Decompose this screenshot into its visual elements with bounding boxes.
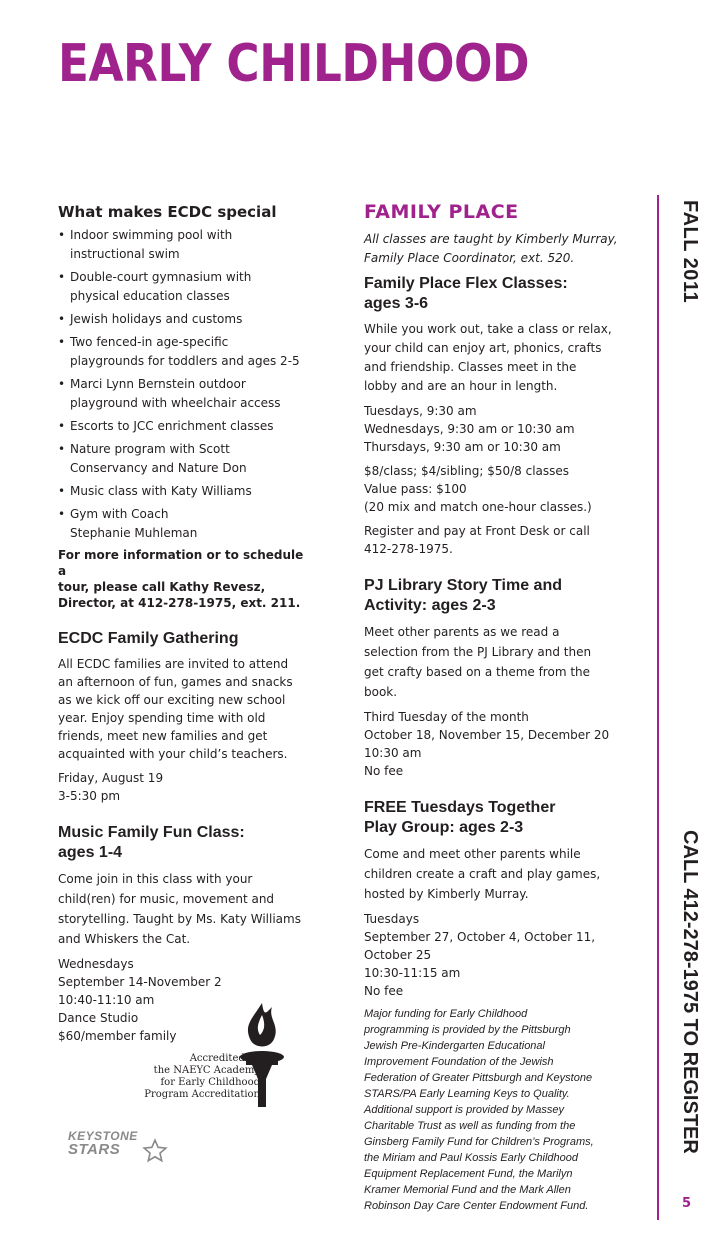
intro <box>364 230 619 268</box>
special-heading: What makes ECDC special <box>58 203 277 221</box>
gathering-when <box>58 769 310 805</box>
naeyc-line: for Early Childhood <box>160 1077 260 1088</box>
body-line: an afternoon of fun, games and snacks <box>58 675 293 689</box>
naeyc-line: Program Accreditation <box>144 1089 260 1100</box>
intro-line: All classes are taught by Kimberly Murray, <box>364 232 618 246</box>
feature-text: Nature program with Scott <box>70 442 230 456</box>
feature-text: playground with wheelchair access <box>70 396 281 410</box>
pj-title-line: PJ Library Story Time and <box>364 577 562 594</box>
body-line: No fee <box>364 984 404 998</box>
body-line: storytelling. Taught by Ms. Katy Williams <box>58 912 301 926</box>
funding-line: Major funding for Early Childhood <box>364 1008 528 1020</box>
body-line: Come join in this class with your <box>58 872 253 886</box>
free-title-line: FREE Tuesdays Together <box>364 799 556 816</box>
body-line: Tuesdays <box>364 912 420 926</box>
free-title-line: Play Group: ages 2-3 <box>364 819 524 836</box>
bullet-icon: • <box>58 335 66 349</box>
body-line: 10:40-11:10 am <box>58 993 155 1007</box>
body-line: All ECDC families are invited to attend <box>58 657 289 671</box>
body-line: friends, meet new families and get <box>58 729 268 743</box>
body-line: as we kick off our exciting new school <box>58 693 286 707</box>
info-line: For more information or to schedule a <box>58 548 304 578</box>
funding-line: Robinson Day Care Center Endowment Fund. <box>364 1200 589 1212</box>
keystone-line: STARS <box>68 1141 121 1158</box>
bullet-icon: • <box>58 377 66 391</box>
info-block <box>58 547 310 611</box>
bullet-icon: • <box>58 419 66 433</box>
body-line: Wednesdays, 9:30 am or 10:30 am <box>364 422 575 436</box>
body-line: get crafty based on a theme from the <box>364 665 591 679</box>
feature-item <box>58 505 310 543</box>
body-line: October 18, November 15, December 20 <box>364 728 610 742</box>
info-line: tour, please call Kathy Revesz, <box>58 580 266 594</box>
keystone-line: KEYSTONE <box>68 1129 138 1143</box>
body-line: Third Tuesday of the month <box>364 710 529 724</box>
bullet-icon: • <box>58 484 66 498</box>
flex-prices <box>364 462 619 516</box>
body-line: (20 mix and match one-hour classes.) <box>364 500 592 514</box>
feature-item <box>58 226 310 264</box>
page-title: EARLY CHILDHOOD <box>58 34 530 94</box>
pj-body <box>364 622 619 702</box>
body-line: Friday, August 19 <box>58 771 164 785</box>
pj-title-line: Activity: ages 2-3 <box>364 597 496 614</box>
funding-line: STARS/PA Early Learning Keys to Quality. <box>364 1088 570 1100</box>
feature-text: Double-court gymnasium with <box>70 270 252 284</box>
flex-title-line: Family Place Flex Classes: <box>364 275 568 292</box>
bullet-icon: • <box>58 507 66 521</box>
body-line: Thursdays, 9:30 am or 10:30 am <box>364 440 561 454</box>
feature-text: Stephanie Muhleman <box>70 526 198 540</box>
body-line: acquainted with your child’s teachers. <box>58 747 288 761</box>
body-line: hosted by Kimberly Murray. <box>364 887 529 901</box>
bullet-icon: • <box>58 442 66 456</box>
music-body <box>58 869 310 949</box>
family-place-title: FAMILY PLACE <box>364 201 519 223</box>
left-column <box>58 200 310 1045</box>
body-line: children create a craft and play games, <box>364 867 601 881</box>
feature-item <box>58 333 310 371</box>
body-line: While you work out, take a class or relax, <box>364 322 612 336</box>
register-call-label: CALL 412-278-1975 TO REGISTER <box>679 830 701 1154</box>
feature-item <box>58 417 310 436</box>
feature-item <box>58 310 310 329</box>
body-line: Wednesdays <box>58 957 134 971</box>
gathering-body <box>58 655 310 763</box>
feature-item <box>58 268 310 306</box>
feature-text: Indoor swimming pool with <box>70 228 233 242</box>
bullet-icon: • <box>58 270 66 284</box>
feature-text: playgrounds for toddlers and ages 2-5 <box>70 354 300 368</box>
feature-text: Two fenced-in age-specific <box>70 335 229 349</box>
body-line: No fee <box>364 764 404 778</box>
feature-text: physical education classes <box>70 289 230 303</box>
body-line: Tuesdays, 9:30 am <box>364 404 477 418</box>
naeyc-line: the NAEYC Academy <box>153 1065 260 1076</box>
feature-item <box>58 482 310 501</box>
feature-text: instructional swim <box>70 247 180 261</box>
feature-text: Music class with Katy Williams <box>70 484 252 498</box>
bullet-icon: • <box>58 312 66 326</box>
body-line: $60/member family <box>58 1029 177 1043</box>
middle-column <box>364 200 619 1214</box>
body-line: Register and pay at Front Desk or call <box>364 524 590 538</box>
funding-line: Ginsberg Family Fund for Children’s Programs, <box>364 1136 594 1148</box>
keystone-stars-logo <box>64 1128 174 1178</box>
feature-item <box>58 440 310 478</box>
funding-line: Federation of Greater Pittsburgh and Keystone <box>364 1072 593 1084</box>
feature-text: Jewish holidays and customs <box>70 312 243 326</box>
body-line: September 14-November 2 <box>58 975 222 989</box>
feature-item <box>58 375 310 413</box>
feature-text: Marci Lynn Bernstein outdoor <box>70 377 246 391</box>
funding-line: programming is provided by the Pittsburgh <box>364 1024 571 1036</box>
features-list <box>58 226 310 543</box>
body-line: 412-278-1975. <box>364 542 453 556</box>
funding-line: Improvement Foundation of the Jewish <box>364 1056 554 1068</box>
funding-line: Kramer Memorial Fund and the Mark Allen <box>364 1184 571 1196</box>
funding-line: Charitable Trust as well as funding from the <box>364 1120 576 1132</box>
feature-text: Escorts to JCC enrichment classes <box>70 419 274 433</box>
body-line: and Whiskers the Cat. <box>58 932 191 946</box>
body-line: and friendship. Classes meet in the <box>364 360 577 374</box>
info-line: Director, at 412-278-1975, ext. 211. <box>58 596 301 610</box>
body-line: $8/class; $4/sibling; $50/8 classes <box>364 464 570 478</box>
body-line: Meet other parents as we read a <box>364 625 560 639</box>
funding-line: the Miriam and Paul Kossis Early Childhood <box>364 1152 578 1164</box>
body-line: year. Enjoy spending time with old <box>58 711 266 725</box>
body-line: 10:30 am <box>364 746 422 760</box>
pj-details <box>364 708 619 780</box>
body-line: Value pass: $100 <box>364 482 467 496</box>
music-title-line: ages 1-4 <box>58 844 123 861</box>
funding-line: Additional support is provided by Massey <box>364 1104 564 1116</box>
page-number: 5 <box>682 1196 692 1211</box>
feature-text: Gym with Coach <box>70 507 169 521</box>
body-line: book. <box>364 685 398 699</box>
feature-text: Conservancy and Nature Don <box>70 461 247 475</box>
body-line: September 27, October 4, October 11, <box>364 930 596 944</box>
season-label: FALL 2011 <box>679 200 701 304</box>
body-line: lobby and are an hour in length. <box>364 379 558 393</box>
naeyc-logo <box>100 1005 300 1125</box>
keystone-text <box>68 1130 138 1156</box>
funding-line: Equipment Replacement Fund, the Marilyn <box>364 1168 573 1180</box>
body-line: October 25 <box>364 948 432 962</box>
intro-line: Family Place Coordinator, ext. 520. <box>364 251 575 265</box>
flex-times <box>364 402 619 456</box>
body-line: Come and meet other parents while <box>364 847 581 861</box>
flex-body <box>364 320 619 396</box>
body-line: Dance Studio <box>58 1011 139 1025</box>
flex-register <box>364 522 619 558</box>
free-body <box>364 844 619 904</box>
star-icon <box>142 1138 168 1164</box>
bullet-icon: • <box>58 228 66 242</box>
body-line: 10:30-11:15 am <box>364 966 461 980</box>
body-line: selection from the PJ Library and then <box>364 645 592 659</box>
body-line: your child can enjoy art, phonics, crafts <box>364 341 602 355</box>
funding-line: Jewish Pre-Kindergarten Educational <box>364 1040 545 1052</box>
free-details <box>364 910 619 1000</box>
funding-note <box>364 1006 619 1214</box>
body-line: 3-5:30 pm <box>58 789 121 803</box>
naeyc-text <box>100 1053 260 1101</box>
body-line: child(ren) for music, movement and <box>58 892 275 906</box>
gathering-title: ECDC Family Gathering <box>58 630 239 647</box>
vertical-divider <box>657 195 659 1220</box>
flex-title-line: ages 3-6 <box>364 295 429 312</box>
music-title-line: Music Family Fun Class: <box>58 824 245 841</box>
naeyc-line: Accredited by <box>189 1053 260 1064</box>
